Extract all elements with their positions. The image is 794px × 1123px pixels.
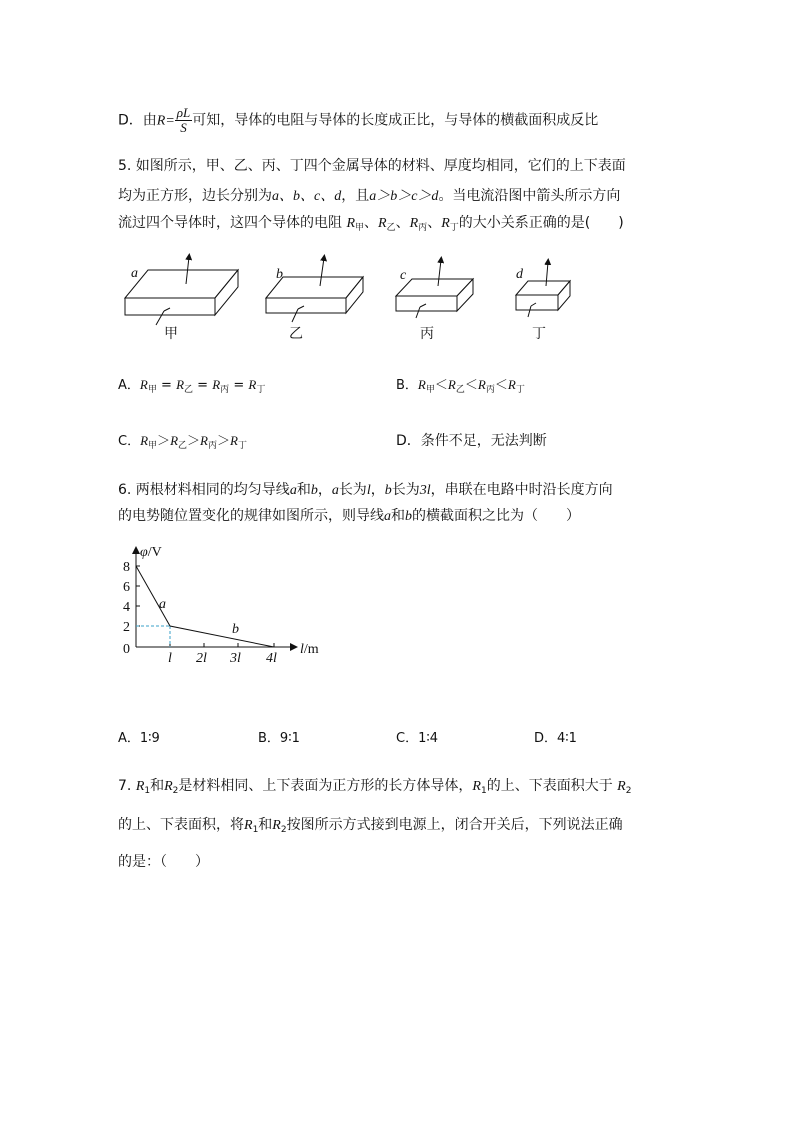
block-d bbox=[516, 262, 570, 317]
q5-line-3: 流过四个导体时，这四个导体的电阻 $R_甲$、$R_乙$、$R_丙$、$R_丁$的大小关系正确的是( ) bbox=[118, 215, 624, 233]
q6-option-b[interactable]: B．9∶1 bbox=[258, 731, 300, 746]
svg-text:6: 6 bbox=[123, 580, 130, 595]
q5-option-c[interactable]: C．$R_甲>R_乙>R_丙>R_丁$ bbox=[118, 433, 247, 451]
q7-line-2: 的上、下表面积，将$R_1$和$R_2$按图所示方式接到电源上，闭合开关后，下列说法正确 bbox=[118, 817, 623, 835]
q5-line-1: 5. 如图所示，甲、乙、丙、丁四个金属导体的材料、厚度均相同，它们的上下表面 bbox=[118, 158, 626, 174]
y-axis-label: φ/V bbox=[140, 545, 162, 560]
q7-line-3: 的是：（ ） bbox=[118, 854, 209, 870]
svg-text:0: 0 bbox=[123, 642, 130, 657]
q7-line-1: 7. $R_1$和$R_2$是材料相同、上下表面为正方形的长方体导体，$R_1$的上、下表面积大于 $R_2$ bbox=[118, 778, 632, 796]
q4-option-d: D．由R= $\frac{\rho L}{S}$ 可知，导体的电阻与导体的长度成正比，与导体的横截面积成反比 bbox=[118, 105, 599, 135]
resistivity-fraction: $\frac{\rho L}{S}$ bbox=[176, 105, 191, 135]
svg-text:4: 4 bbox=[123, 600, 130, 615]
q6-line-2: 的电势随位置变化的规律如图所示，则导线a和b的横截面积之比为（ ） bbox=[118, 508, 580, 524]
q5-line-2: 均为正方形，边长分别为a、b、c、d，且a＞b＞c＞d。当电流沿图中箭头所示方向 bbox=[118, 188, 621, 204]
block-c bbox=[396, 260, 473, 318]
q6-option-a[interactable]: A．1∶9 bbox=[118, 731, 160, 746]
svg-text:a: a bbox=[131, 266, 138, 281]
svg-text:乙: 乙 bbox=[289, 326, 303, 342]
svg-text:丁: 丁 bbox=[532, 326, 546, 342]
svg-text:2l: 2l bbox=[196, 651, 207, 666]
x-axis-label: l/m bbox=[300, 642, 319, 657]
svg-text:丙: 丙 bbox=[420, 326, 434, 342]
q6-potential-graph bbox=[112, 542, 332, 667]
q5-option-d[interactable]: D．条件不足，无法判断 bbox=[396, 433, 547, 449]
guide-lines bbox=[136, 626, 170, 647]
svg-text:4l: 4l bbox=[266, 651, 277, 666]
svg-text:3l: 3l bbox=[230, 651, 241, 666]
q5-option-a[interactable]: A．$R_甲 = R_乙 = R_丙 = R_丁$ bbox=[118, 377, 266, 395]
svg-text:8: 8 bbox=[123, 560, 130, 575]
svg-text:d: d bbox=[516, 267, 523, 282]
q6-line-1: 6. 两根材料相同的均匀导线a和b，a长为l，b长为3l，串联在电路中时沿长度方向 bbox=[118, 482, 613, 498]
svg-text:l: l bbox=[168, 651, 172, 666]
q6-option-d[interactable]: D．4∶1 bbox=[534, 731, 577, 746]
svg-text:2: 2 bbox=[123, 620, 130, 635]
block-a bbox=[125, 257, 238, 325]
svg-text:c: c bbox=[400, 268, 407, 283]
q5-option-b[interactable]: B．$R_甲<R_乙<R_丙<R_丁$ bbox=[396, 377, 525, 395]
svg-text:甲: 甲 bbox=[164, 326, 178, 342]
potential-line bbox=[136, 566, 274, 647]
q5-conductor-figure bbox=[118, 250, 588, 345]
q6-option-c[interactable]: C．1∶4 bbox=[396, 731, 439, 746]
svg-text:b: b bbox=[232, 622, 239, 637]
svg-text:b: b bbox=[276, 267, 283, 282]
svg-text:a: a bbox=[159, 597, 166, 612]
